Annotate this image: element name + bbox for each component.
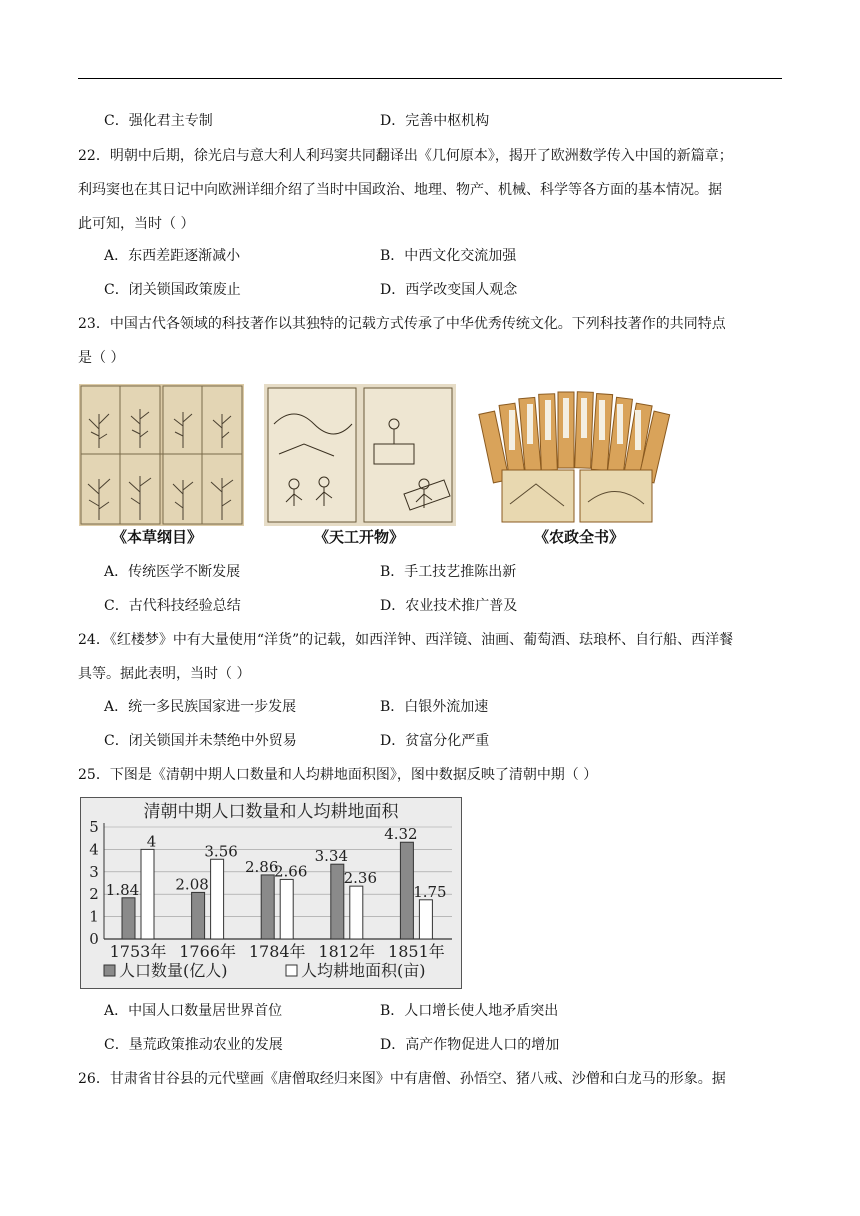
q25-option-a[interactable]: A．中国人口数量居世界首位: [104, 1003, 283, 1019]
legend-swatch: [104, 965, 115, 976]
data-label: 2.36: [343, 869, 378, 888]
y-tick-label: 1: [89, 907, 99, 926]
q22-option-a[interactable]: A．东西差距逐渐减小: [104, 248, 241, 264]
q23-option-d[interactable]: D．农业技术推广普及: [380, 598, 518, 614]
q22-option-c[interactable]: C．闭关锁国政策废止: [104, 282, 241, 298]
bar: [331, 864, 344, 939]
question-23-line-1: 23．中国古代各领域的科技著作以其独特的记载方式传承了中华优秀传统文化。下列科技著作的共同特点: [78, 316, 726, 332]
caption-tiangong-kaiwu: 《天工开物》: [314, 528, 405, 546]
question-22-line-3: 此可知，当时（ ）: [78, 216, 195, 232]
bar: [141, 849, 154, 939]
y-tick-label: 5: [89, 818, 99, 836]
q22-option-b[interactable]: B．中西文化交流加强: [380, 248, 517, 264]
x-tick-label: 1766年: [179, 942, 236, 961]
question-24-line-1: 24．《红楼梦》中有大量使用“洋货”的记载，如西洋钟、西洋镜、油画、葡萄酒、珐琅杯、自行船、西洋餐: [78, 632, 734, 648]
q25-option-c[interactable]: C．垦荒政策推动农业的发展: [104, 1037, 283, 1053]
x-tick-label: 1851年: [388, 942, 445, 961]
x-tick-label: 1784年: [248, 942, 306, 961]
question-22-line-1: 22．明朝中后期，徐光启与意大利人利玛窦共同翻译出《几何原本》，揭开了欧洲数学传入中国的新篇章；: [78, 148, 733, 164]
y-tick-label: 3: [89, 862, 99, 881]
question-26-line-1: 26．甘肃省甘谷县的元代壁画《唐僧取经归来图》中有唐僧、孙悟空、猪八戒、沙僧和白龙马的形象。据: [78, 1071, 726, 1087]
q24-option-b[interactable]: B．白银外流加速: [380, 699, 489, 715]
bar: [280, 879, 293, 939]
q23-option-a[interactable]: A．传统医学不断发展: [104, 564, 241, 580]
legend-label: 人口数量(亿人): [119, 961, 228, 980]
data-label: 1.84: [105, 880, 140, 899]
y-tick-label: 4: [89, 840, 99, 859]
q23-option-b[interactable]: B．手工技艺推陈出新: [380, 564, 517, 580]
bar: [192, 892, 205, 939]
question-23-line-2: 是（ ）: [78, 350, 125, 366]
nongzheng-quanshu-image: [476, 384, 676, 526]
q23-option-c[interactable]: C．古代科技经验总结: [104, 598, 241, 614]
population-chart: [80, 797, 462, 989]
bar: [211, 859, 224, 939]
data-label: 4.32: [384, 825, 418, 844]
q22-option-d[interactable]: D．西学改变国人观念: [380, 282, 518, 298]
caption-nongzheng-quanshu: 《农政全书》: [534, 528, 625, 546]
header-rule: [78, 78, 782, 79]
q24-option-c[interactable]: C．闭关锁国并未禁绝中外贸易: [104, 733, 297, 749]
x-tick-label: 1753年: [109, 942, 167, 961]
y-tick-label: 2: [89, 885, 99, 904]
data-label: 1.75: [413, 882, 447, 901]
option-d[interactable]: D．完善中枢机构: [380, 113, 490, 129]
legend-label: 人均耕地面积(亩): [301, 961, 426, 980]
bar: [400, 842, 413, 939]
chart-svg: [80, 797, 462, 989]
legend-swatch: [286, 965, 297, 976]
caption-bencao-gangmu: 《本草纲目》: [112, 528, 203, 546]
q24-option-d[interactable]: D．贫富分化严重: [380, 733, 490, 749]
question-25-line-1: 25．下图是《清朝中期人口数量和人均耕地面积图》，图中数据反映了清朝中期（ ）: [78, 767, 598, 783]
data-label: 2.86: [244, 857, 279, 876]
bar: [261, 875, 274, 939]
data-label: 3.56: [204, 842, 238, 861]
q25-option-d[interactable]: D．高产作物促进人口的增加: [380, 1037, 560, 1053]
tiangong-kaiwu-image: [264, 384, 456, 526]
question-24-line-2: 具等。据此表明，当时（ ）: [78, 666, 251, 682]
data-label: 2.08: [175, 875, 209, 894]
chart-title: 清朝中期人口数量和人均耕地面积: [143, 802, 399, 822]
q25-option-b[interactable]: B．人口增长使人地矛盾突出: [380, 1003, 559, 1019]
data-label: 3.34: [314, 847, 349, 866]
x-tick-label: 1812年: [318, 942, 376, 961]
data-label: 4: [146, 832, 157, 851]
bar: [419, 900, 432, 939]
bar: [350, 886, 363, 939]
option-c[interactable]: C．强化君主专制: [104, 113, 213, 129]
data-label: 2.66: [273, 862, 308, 881]
bar: [122, 898, 135, 939]
question-22-line-2: 利玛窦也在其日记中向欧洲详细介绍了当时中国政治、地理、物产、机械、科学等各方面的基本情况。据: [78, 182, 722, 198]
y-tick-label: 0: [89, 930, 99, 948]
bencao-gangmu-image: [79, 384, 244, 526]
q24-option-a[interactable]: A．统一多民族国家进一步发展: [104, 699, 297, 715]
